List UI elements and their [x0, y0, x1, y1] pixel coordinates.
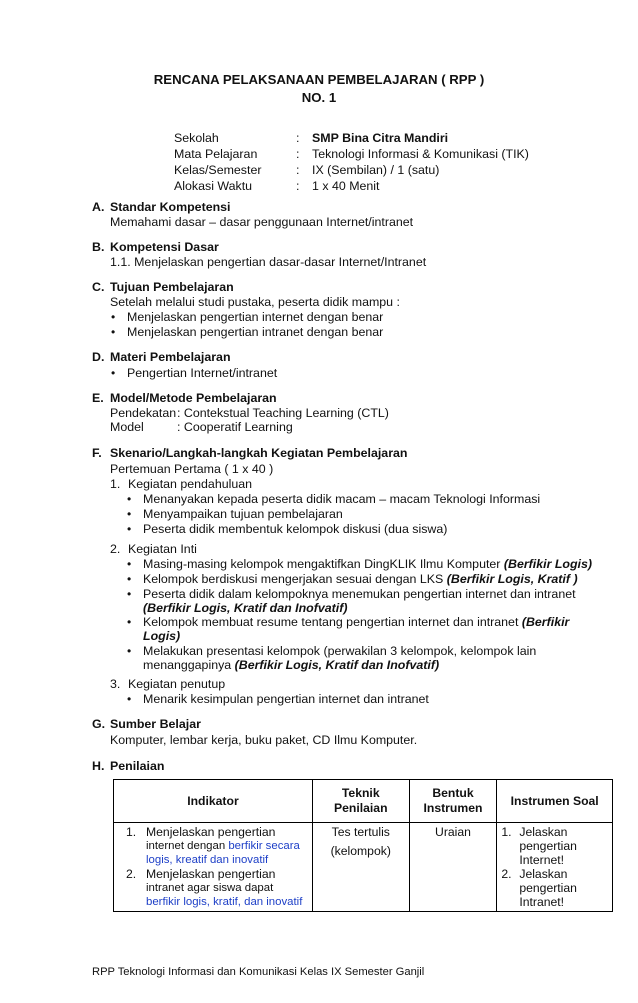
cell-indikator: 1. Menjelaskan pengertian internet dengan berfikir secara logis, kreatif dan inovatif 2. Menjelaskan pengertian intranet agar siswa dapat berfikir logis, kratif, dan inovatif — [114, 823, 313, 912]
meeting-label: Pertemuan Pertama ( 1 x 40 ) — [110, 462, 274, 476]
table-row — [114, 823, 613, 912]
document-number: NO. 1 — [301, 90, 337, 105]
list-item: • Menjelaskan pengertian intranet dengan benar — [127, 325, 383, 339]
section-g-heading: G. Sumber Belajar — [92, 717, 201, 731]
list-item: • Peserta didik dalam kelompoknya menemukan pengertian internet dan intranet — [143, 587, 576, 601]
list-item: • Menanyakan kepada peserta didik macam – macam Teknologi Informasi — [143, 492, 540, 506]
step-2-number: 2. — [110, 542, 121, 556]
list-item-continuation: menanggapinya (Berfikir Logis, Kratif dan Inofvatif) — [143, 658, 440, 672]
section-a-text: Memahami dasar – dasar penggunaan Internet/intranet — [110, 215, 414, 229]
assessment-table — [113, 779, 613, 912]
list-item-emphasis: (Berfikir Logis, Kratif dan Inofvatif) — [143, 601, 348, 615]
section-a-heading: A. Standar Kompetensi — [92, 200, 231, 214]
step-3-title: Kegiatan penutup — [128, 677, 226, 691]
section-c-heading: C. Tujuan Pembelajaran — [92, 280, 234, 294]
approach-label: Pendekatan — [110, 406, 177, 420]
section-b-text: 1.1. Menjelaskan pengertian dasar-dasar Internet/Intranet — [110, 255, 427, 269]
header-indikator: Indikator — [114, 780, 313, 823]
page-footer: RPP Teknologi Informasi dan Komunikasi Kelas IX Semester Ganjil — [92, 966, 425, 978]
step-3-number: 3. — [110, 677, 121, 691]
list-item: • Menyampaikan tujuan pembelajaran — [143, 507, 343, 521]
section-g-text: Komputer, lembar kerja, buku paket, CD Ilmu Komputer. — [110, 733, 418, 747]
section-d-heading: D. Materi Pembelajaran — [92, 350, 231, 364]
table-header-row — [114, 780, 613, 823]
section-b-heading: B. Kompetensi Dasar — [92, 240, 219, 254]
section-f-heading: F. Skenario/Langkah-langkah Kegiatan Pembelajaran — [92, 446, 408, 460]
cell-teknik: Tes tertulis (kelompok) — [312, 823, 409, 912]
step-1-number: 1. — [110, 477, 121, 491]
header-bentuk: Bentuk Instrumen — [409, 780, 497, 823]
section-e-heading: E. Model/Metode Pembelajaran — [92, 391, 277, 405]
list-item: • Menjelaskan pengertian internet dengan benar — [127, 310, 383, 324]
approach-value: : Contekstual Teaching Learning (CTL) — [177, 406, 389, 420]
list-item: • Masing-masing kelompok mengaktifkan DingKLIK Ilmu Komputer (Berfikir Logis) — [143, 557, 592, 571]
step-2-title: Kegiatan Inti — [128, 542, 197, 556]
document-title: RENCANA PELAKSANAAN PEMBELAJARAN ( RPP ) — [153, 72, 485, 87]
cell-bentuk: Uraian — [409, 823, 497, 912]
step-1-title: Kegiatan pendahuluan — [128, 477, 253, 491]
list-item: • Kelompok membuat resume tentang pengertian internet dan intranet (Berfikir — [143, 615, 569, 629]
list-item: • Peserta didik membentuk kelompok diskusi (dua siswa) — [143, 522, 447, 536]
list-item-emphasis: Logis) — [143, 629, 181, 643]
header-teknik: Teknik Penilaian — [312, 780, 409, 823]
model-label: Model — [110, 420, 144, 434]
header-instrumen: Instrumen Soal — [497, 780, 613, 823]
list-item: • Pengertian Internet/intranet — [127, 366, 277, 380]
model-value: : Cooperatif Learning — [177, 420, 293, 434]
list-item: • Melakukan presentasi kelompok (perwakilan 3 kelompok, kelompok lain — [143, 644, 536, 658]
list-item: • Kelompok berdiskusi mengerjakan sesuai dengan LKS (Berfikir Logis, Kratif ) — [143, 572, 578, 586]
section-h-heading: H. Penilaian — [92, 759, 165, 773]
school-name: SMP Bina Citra Mandiri — [312, 131, 449, 145]
section-c-text: Setelah melalui studi pustaka, peserta didik mampu : — [110, 295, 400, 309]
cell-instrumen: 1. Jelaskan pengertian Internet! 2. Jelaskan pengertian Intranet! — [497, 823, 613, 912]
list-item: • Menarik kesimpulan pengertian internet dan intranet — [143, 692, 429, 706]
